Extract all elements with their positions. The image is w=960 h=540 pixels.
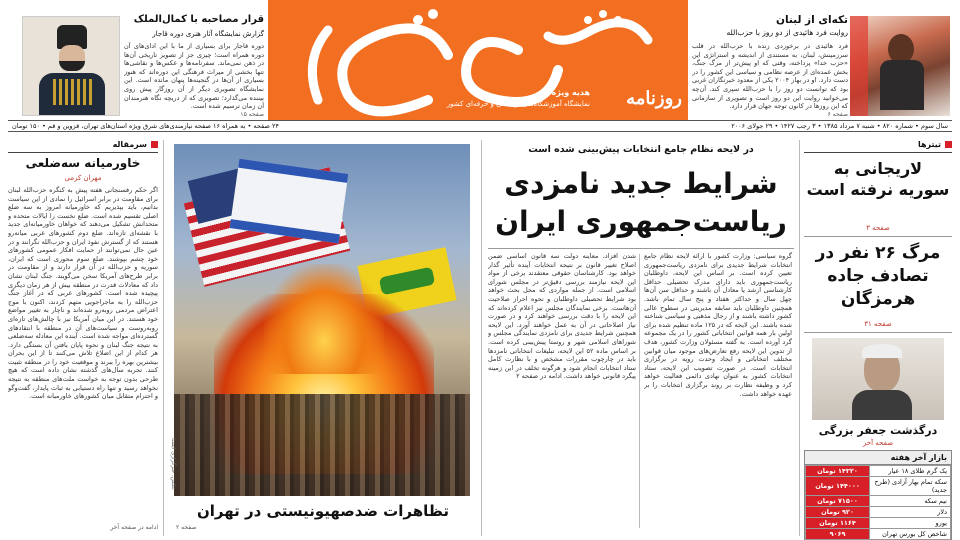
section-label: سرمقاله [112, 140, 147, 149]
briefs-column [804, 138, 952, 536]
market-row [806, 496, 951, 507]
market-row [806, 466, 951, 477]
obituary-title[interactable]: درگذشت جعفر بزرگی [818, 424, 938, 437]
top-right-teaser[interactable] [690, 12, 952, 118]
editorial-body-col-1: اگر حکم رفسنجانی هفته پیش به کنگره حزب‌الله لبنان برای مقاومت در برابر اسرائیل را نمادی از این سیاست بدانیم، باید بپذیریم که خاورمیانه امروز به سه ضلع اصلی تقسیم شده است. ضلع نخست را ایالات متحده و متحدانش تشکیل می‌دهند که خواهان خاورمیانه‌ای جدید با نقشه‌ای تازه‌اند. ضلع دوم کشورهای عربی میانه‌رو هستند که از گسترش نفوذ ایران و حزب‌الله نگرانند و در عین حال نمی‌توانند از حمایت افکار عمومی کشورهای خود چشم بپوشند. ضلع سوم محوری است که ایران، سوریه و حزب‌الله در آن قرار دارند و از مقاومت در برابر طرح‌های آمریکا سخن می‌گویند. جنگ لبنان نشان داد که معادلات قدرت در منطقه بیش از هر زمان دیگری پیچیده شده است. کشورهای عربی که در آغاز جنگ حزب‌الله را به ماجراجویی متهم کردند، اکنون با موج اعتراض مردمی روبه‌رو شده‌اند و ناچار به تغییر مواضع خود هستند. در این میان آمریکا نیز با چالش‌های تازه‌ای روبه‌روست و سیاست‌های آن در منطقه با انتقادهای گسترده‌ای مواجه شده است. آینده این معادله سه‌ضلعی به نتیجه جنگ لبنان و نحوه پایان یافتن آن بستگی دارد. هر کدام از این اضلاع تلاش می‌کنند تا از این بحران بیشترین بهره را ببرند و موقعیت خود را در منطقه تثبیت کنند. تجربه سال‌های گذشته نشان داده است که هیچ طرحی بدون توجه به خواست ملت‌های منطقه به نتیجه نخواهد رسید و تنها راه دستیابی به ثبات پایدار، گفت‌وگو و احترام متقابل میان کشورهای خاورمیانه است. [8, 186, 158, 401]
teaser-subtitle: روایت فرد هائیدی از دو روز با حزب‌الله [726, 28, 848, 37]
editorial-column [8, 138, 158, 536]
market-value: ۹۰۶۹ [806, 529, 870, 540]
teaser-photo-qajar-portrait [22, 16, 120, 116]
market-label: یورو [870, 518, 951, 529]
market-value: ۱۴۴۰۰۰ تومان [806, 477, 870, 496]
main-kicker: در لایحه نظام جامع انتخابات پیش‌بینی شده است [528, 144, 754, 155]
market-value: ۱۴۳۲۰ تومان [806, 466, 870, 477]
photo-credit: عکس: خبرگزاری ایسنا [170, 438, 176, 491]
brief-page-2: صفحه ۳۱ [864, 320, 892, 328]
dateline-bar [8, 120, 952, 132]
teaser-title: قرار مصاحبه با کمال‌الملک [133, 14, 264, 25]
section-square-icon [945, 141, 952, 148]
protest-photo [174, 144, 470, 496]
briefs-section-header [918, 140, 952, 149]
special-text: نمایشگاه آموزشگاه‌های آزاد فنی و حرفه‌ای کشور [446, 100, 590, 108]
main-story-col-1: گروه سیاسی: وزارت کشور با ارائه لایحه نظام جامع انتخابات شرایط جدیدی برای نامزدی ریاست‌جمهوری تعیین کرده است. بر اساس این لایحه، داوطلبان ریاست‌جمهوری باید دارای مدرک تحصیلی حداقل کارشناسی ارشد یا معادل آن باشند و حداقل سن آن‌ها چهل سال و حداکثر هفتاد و پنج سال تمام باشد. همچنین داوطلبان باید سابقه مدیریتی در سطوح عالی کشور داشته باشند و از رجال مذهبی و سیاسی شناخته شده باشند. این لایحه که در ۱۲۵ ماده تنظیم شده برای اولین بار همه قوانین انتخاباتی کشور را در یک مجموعه گرد آورده است. به گفته مسئولان وزارت کشور، هدف از تدوین این لایحه رفع تعارض‌های موجود میان قوانین مختلف انتخاباتی و ایجاد وحدت رویه در برگزاری انتخابات است. در صورت تصویب این لایحه، ستاد انتخابات کشور به عنوان نهادی دائمی فعالیت خواهد کرد و وظیفه نظارت بر روند برگزاری انتخابات را بر عهده خواهد داشت. [644, 252, 792, 398]
editorial-author: مهران کرمی [64, 174, 102, 182]
market-value: ۷۱۵۰۰ تومان [806, 496, 870, 507]
market-row [806, 507, 951, 518]
market-row [806, 477, 951, 496]
editorial-continued: ادامه در صفحه آخر [110, 524, 158, 531]
market-value: ۱۱۶۴ تومان [806, 518, 870, 529]
teaser-title: تکه‌ای از لبنان [775, 14, 848, 26]
section-square-icon [151, 141, 158, 148]
masthead [0, 0, 960, 120]
obituary-page: صفحه آخر [862, 439, 894, 447]
brief-headline-2[interactable]: مرگ ۲۶ نفر در تصادف جاده هرمزگان [815, 243, 941, 309]
logo-sub-text: روزنامه [626, 88, 682, 109]
market-label: شاخص کل بورس تهران [870, 529, 951, 540]
photo-page: صفحه ۲ [176, 524, 197, 531]
teaser-page: صفحه ۶ [827, 111, 848, 118]
main-headline-2[interactable]: ریاست‌جمهوری ایران [495, 205, 787, 238]
teaser-body: فرد هائیدی در برخوردی زنده با حزب‌الله در قلب سرزمینش، لبنان، به مستندی از اندیشه و استراتژی این «حزب خدا» پرداخته، وقتی که او پیش‌تر از مرگ جنگ، بخش عمده‌ای از عرصه نظامی و سیاسی این کشور را در دست دارد. او در بهار ۲۰۰۴ یکی از معدود خبرنگاران غربی بود که توانست دو روز را با حزب‌الله سپری کند. آن‌چه می‌خوانید روایت این دو روز است و تصویری از سازمانی که این روزها در کانون توجه جهان قرار دارد. [692, 42, 848, 110]
price-line: ۲۴ صفحه • به همراه ۱۶ صفحه نیازمندی‌های شرق ویژه استان‌های تهران، قزوین و قم • ۱۵۰ تومان [12, 122, 279, 130]
special-label: هدیه ویژه [551, 88, 590, 97]
section-label: تیترها [917, 140, 941, 149]
market-label: نیم سکه [870, 496, 951, 507]
main-story [488, 138, 794, 536]
obituary-photo [812, 338, 944, 420]
main-story-col-2: شدن افزاد، معاینه دولت سه قانون اساسی ضمن اصلاح تغییر قانون بر نتیجه انتخابات آینده تأثیر گذار خواهد بود. کارشناسان حقوقی معتقدند برخی از مواد این لایحه نیازمند بررسی دقیق‌تر در مجلس شورای اسلامی است. از جمله مواردی که محل بحث خواهد بود شرایط تحصیلی داوطلبان و نحوه احراز صلاحیت آن‌هاست. برخی نمایندگان مجلس نیز اعلام کرده‌اند که این لایحه را با دقت بررسی خواهند کرد و در صورت نیاز اصلاحاتی در آن به عمل خواهند آورد. این لایحه همچنین شرایط جدیدی برای نامزدی نمایندگی مجلس و شوراهای اسلامی شهر و روستا پیش‌بینی کرده است. بر اساس ماده ۵۲ این لایحه، تبلیغات انتخاباتی نامزدها باید در چارچوب مقررات مشخص و با نظارت کامل ستاد انتخابات انجام شود و هرگونه تخلف در این زمینه پیگرد قانونی خواهد داشت. ادامه در صفحه ۲ [488, 252, 636, 381]
market-box [804, 450, 952, 540]
top-left-teaser[interactable] [8, 12, 266, 118]
photo-caption[interactable]: تظاهرات ضدصهیونیستی در تهران [196, 502, 450, 520]
market-row [806, 529, 951, 540]
teaser-subtitle: گزارش نمایشگاه آثار هنری دوره قاجار [152, 30, 264, 38]
teaser-page: صفحه ۱۵ [240, 111, 264, 118]
market-title: بازار آخر هفته [805, 451, 951, 465]
teaser-photo-hezbollah [850, 16, 950, 116]
brief-page-1: صفحه ۳ [866, 224, 890, 232]
editorial-title[interactable]: خاورمیانه سه‌ضلعی [25, 156, 141, 170]
main-headline-1[interactable]: شرایط جدید نامزدی [504, 167, 778, 200]
market-value: ۹۲۰ تومان [806, 507, 870, 518]
market-label: دلار [870, 507, 951, 518]
market-table [805, 465, 951, 540]
dateline: سال سوم • شماره ۸۲۰ • شنبه ۷ مرداد ۱۳۸۵ • ۳ رجب ۱۴۲۷ • ۲۹ جولای ۲۰۰۶ [731, 122, 948, 130]
market-label: سکه تمام بهار آزادی (طرح جدید) [870, 477, 951, 496]
editorial-section-header [113, 140, 158, 149]
brief-headline-1[interactable]: لاریجانی به سوریه نرفته است [806, 159, 950, 199]
logo-block[interactable] [268, 0, 688, 120]
lead-photo-block[interactable] [170, 138, 476, 536]
teaser-body: دوره قاجار برای بسیاری از ما با این ادای‌های آن دوره همراه است؛ چیزی جز از تصویر تاریخی آن‌ها در ذهن نمی‌ماند. سفرنامه‌ها و عکس‌ها و نقاشی‌ها تنها بخشی از میراث فرهنگی این دوره‌اند که هنوز بسیاری از آن‌ها در گنجینه‌ها پنهان مانده است. این نمایشگاه تصویری دیگر از آن روزگار پیش روی بیننده می‌گذارد؛ تصویری که از دریچه نگاه هنرمندان آن زمان ترسیم شده است. [124, 42, 264, 110]
market-label: یک گرم طلای ۱۸ عیار [870, 466, 951, 477]
market-row [806, 518, 951, 529]
